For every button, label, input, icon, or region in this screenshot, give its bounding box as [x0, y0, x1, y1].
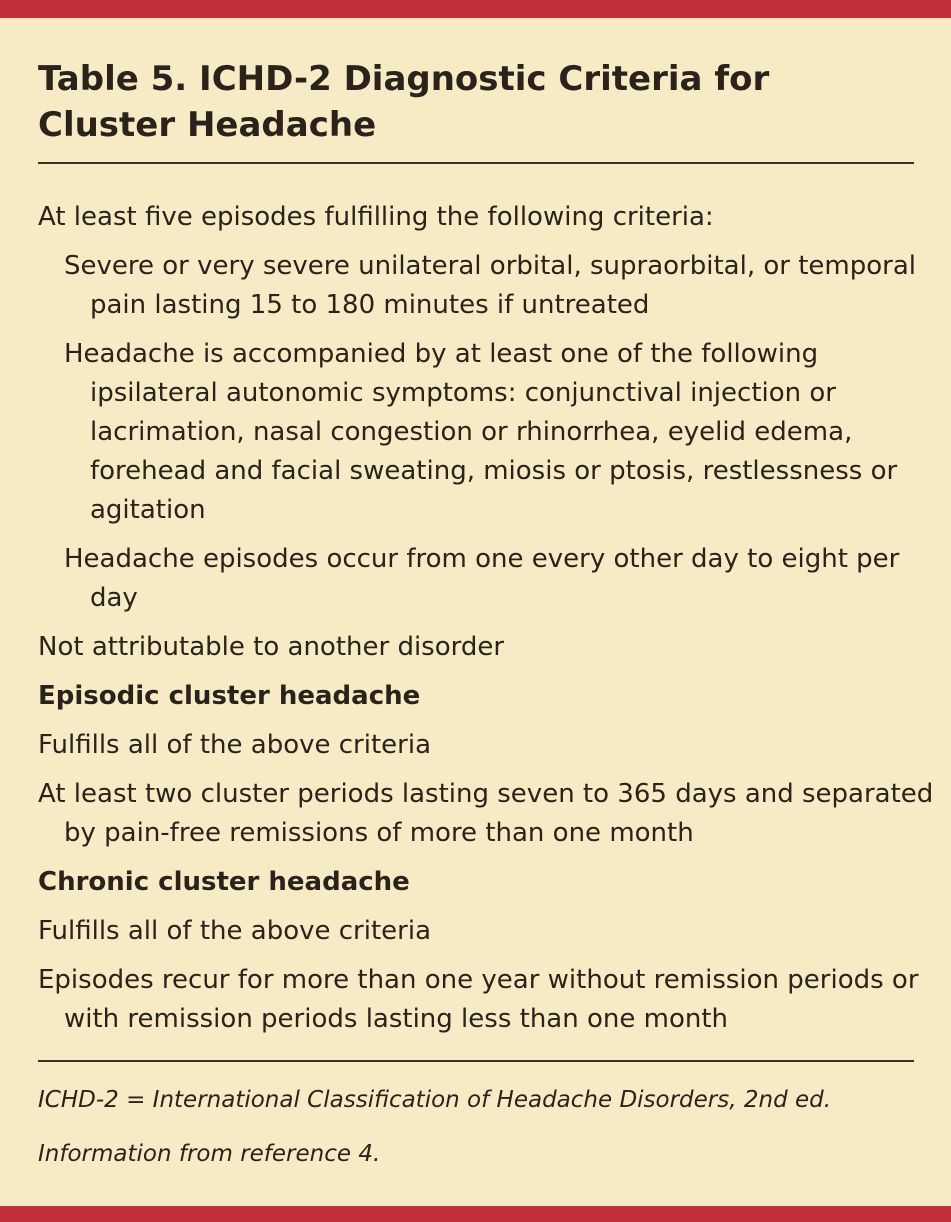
criteria-line: At least two cluster periods lasting seven to 365 days and separated by pain-free remissions of more than one month	[38, 779, 934, 848]
section-heading: Episodic cluster headache	[38, 681, 421, 711]
criteria-line: Fulfills all of the above criteria	[38, 916, 432, 946]
footnotes	[38, 1084, 928, 1192]
criteria-line: Fulfills all of the above criteria	[38, 730, 432, 760]
section-heading: Chronic cluster headache	[38, 867, 410, 897]
criteria-line: Headache is accompanied by at least one of the following ipsilateral autonomic symptoms: conjunctival injection or lacrimation, nasal congestion or rhinorrhea, eyelid edema, forehead and facial sweating, miosis or ptosis, restlessness or agitation	[64, 339, 898, 525]
table-title: Table 5. ICHD-2 Diagnostic Criteria for Cluster Headache	[38, 59, 770, 145]
title-divider	[38, 162, 914, 164]
criteria-line: Severe or very severe unilateral orbital, supraorbital, or temporal pain lasting 15 to 180 minutes if untreated	[64, 251, 916, 320]
bottom-border-bar	[0, 1206, 951, 1222]
criteria-line: Not attributable to another disorder	[38, 632, 505, 662]
footnote-divider	[38, 1060, 914, 1062]
criteria-list	[38, 198, 938, 1049]
criteria-line: At least five episodes fulfilling the following criteria:	[38, 202, 714, 232]
top-border-bar	[0, 0, 951, 18]
criteria-line: Headache episodes occur from one every other day to eight per day	[64, 544, 900, 613]
abbreviation-note: ICHD-2 = International Classification of Headache Disorders, 2nd ed.	[38, 1087, 832, 1113]
source-note: Information from reference 4.	[38, 1141, 381, 1167]
criteria-line: Episodes recur for more than one year without remission periods or with remission periods lasting less than one month	[38, 965, 919, 1034]
